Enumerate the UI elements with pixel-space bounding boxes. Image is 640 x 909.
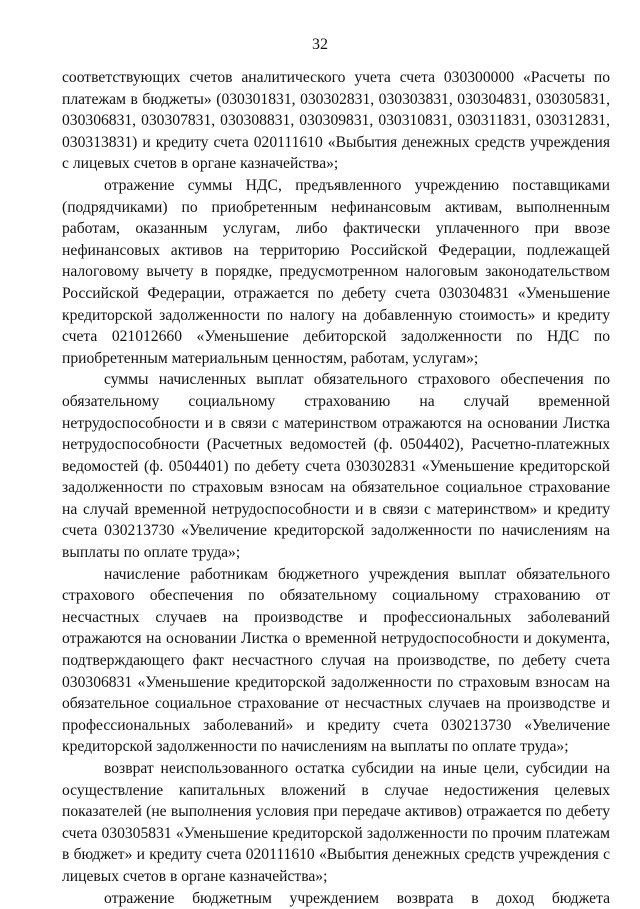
paragraph: отражение бюджетным учреждением возврата в доход бюджета (104, 889, 610, 907)
paragraph: отражение суммы НДС, предъявленного учреждению поставщиками (подрядчиками) по приобретенным нефинансовым активам, выполненным работам, оказанным услугам, либо фактически уплаченного при ввозе нефинансовых активов на территорию Российской Федерации, подлежащей налоговому вычету в порядке, предусмотренном налоговым законодательством Российской Федерации, отражается по дебету счета 030304831 «Уменьшение кредиторской задолженности по налогу на добавленную стоимость» и кредиту счета 021012660 «Уменьшение дебиторской задолженности по НДС по приобретенным материальным ценностям, работам, услугам»; (62, 176, 610, 367)
paragraph: начисление работникам бюджетного учреждения выплат обязательного страхового обеспечения по обязательному социальному страхованию от несчастных случаев на производстве и профессиональных заболеваний отражаются на основании Листка о временной нетрудоспособности и документа, подтверждающего факт несчастного случая на производстве, по дебету счета 030306831 «Уменьшение кредиторской задолженности по страховым взносам на обязательное социальное страхование от несчастных случаев на производстве и профессиональных заболеваний» и кредиту счета 030213730 «Увеличение кредиторской задолженности по начислениям на выплаты по оплате труда»; (62, 565, 610, 756)
paragraph: возврат неиспользованного остатка субсидии на иные цели, субсидии на осуществление капитальных вложений в случае недостижения целевых показателей (не выполнения условия при передаче активов) отражается по дебету счета 030305831 «Уменьшение кредиторской задолженности по прочим платежам в бюджет» и кредиту счета 020111610 «Выбытия денежных средств учреждения с лицевых счетов в органе казначейства»; (62, 760, 610, 885)
paragraph: суммы начисленных выплат обязательного страхового обеспечения по обязательному социальному страхованию на случай временной нетрудоспособности и в связи с материнством отражаются на основании Листка нетрудоспособности (Расчетных ведомостей (ф. 0504402), Расчетно-платежных ведомостей (ф. 0504401) по дебету счета 030302831 «Уменьшение кредиторской задолженности по страховым взносам на обязательное социальное страхование на случай временной нетрудоспособности и в связи с материнством» и кредиту счета 030213730 «Увеличение кредиторской задолженности по начислениям на выплаты по оплате труда»; (62, 371, 610, 562)
page-number: 32 (312, 36, 328, 53)
paragraph: соответствующих счетов аналитического учета счета 030300000 «Расчеты по платежам в бюджеты» (030301831, 030302831, 030303831, 030304831, 030305831, 030306831, 030307831, 030308831, 030309831, 030310831, 030311831, 030312831, 030313831) и кредиту счета 020111610 «Выбытия денежных средств учреждения с лицевых счетов в органе казначейства»; (62, 69, 610, 173)
document-body (62, 67, 610, 909)
